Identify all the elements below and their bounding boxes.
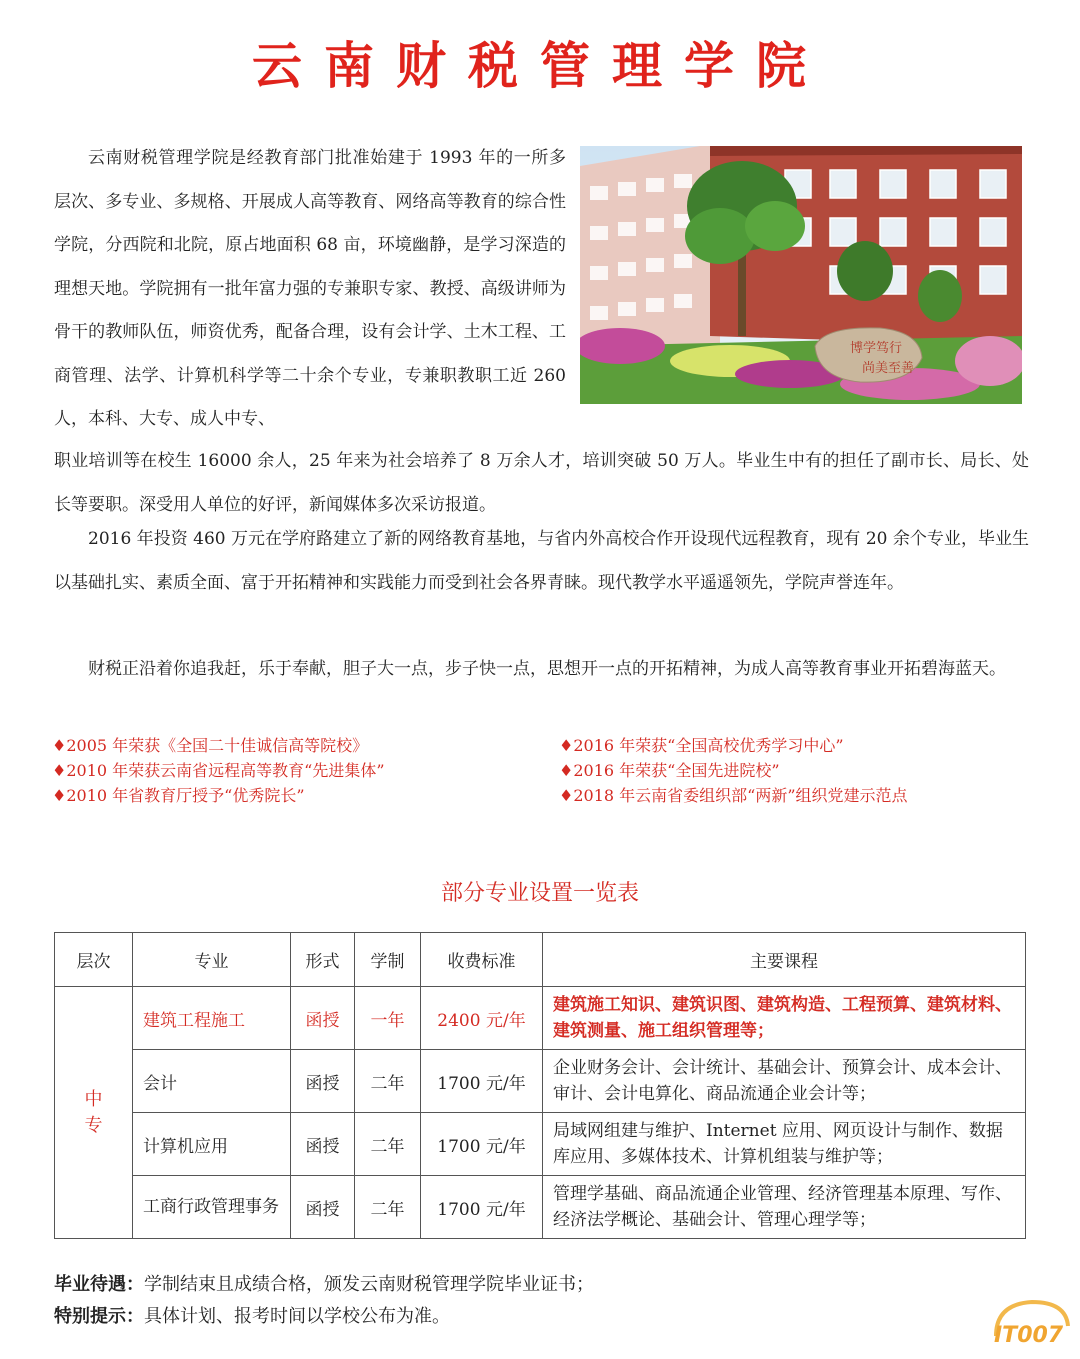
form-cell: 函授 xyxy=(291,1113,355,1176)
stone-inscription-1: 博学笃行 xyxy=(850,341,903,356)
header-years: 学制 xyxy=(355,933,421,987)
major-cell: 计算机应用 xyxy=(133,1113,291,1176)
courses-cell: 管理学基础、商品流通企业管理、经济管理基本原理、写作、经济法学概论、基础会计、管理心理学等； xyxy=(543,1176,1026,1239)
special-note-label: 特别提示： xyxy=(54,1306,144,1327)
courses-cell: 局域网组建与维护、Internet 应用、网页设计与制作、数据库应用、多媒体技术、计算机组装与维护等； xyxy=(543,1113,1026,1176)
it007-logo xyxy=(990,1296,1072,1354)
table-row xyxy=(55,1050,1026,1113)
intro-paragraph-1: 云南财税管理学院是经教育部门批准始建于 1993 年的一所多层次、多专业、多规格、开展成人高等教育、网络高等教育的综合性学院，分西院和北院，原占地面积 68 亩，环境幽静，是学习深造的理想天地。学院拥有一批年富力强的专兼职专家、教授、高级讲师为骨干的教师队伍，师资优秀，配备合理，设有会计学、土木工程、工商管理、法学、计算机科学等二十余个专业，专兼职教职工近 260 人，本科、大专、成人中专、 xyxy=(54,148,566,429)
form-cell: 函授 xyxy=(291,1176,355,1239)
award-item: ♦2018 年云南省委组织部“两新”组织党建示范点 xyxy=(559,786,908,805)
table-row xyxy=(55,1176,1026,1239)
graduation-text: 学制结束且成绩合格，颁发云南财税管理学院毕业证书； xyxy=(144,1274,594,1295)
table-header-row xyxy=(55,933,1026,987)
campus-photo xyxy=(580,146,1022,404)
years-cell: 二年 xyxy=(355,1050,421,1113)
courses-cell: 建筑施工知识、建筑识图、建筑构造、工程预算、建筑材料、建筑测量、施工组织管理等； xyxy=(543,987,1026,1050)
header-major: 专业 xyxy=(133,933,291,987)
header-level: 层次 xyxy=(55,933,133,987)
graduation-label: 毕业待遇： xyxy=(54,1274,144,1295)
majors-table xyxy=(54,932,1026,1239)
intro-paragraph-2: 2016 年投资 460 万元在学府路建立了新的网络教育基地，与省内外高校合作开设现代远程教育，现有 20 余个专业，毕业生以基础扎实、素质全面、富于开拓精神和实践能力而受到社会各界青睐。现代教学水平遥遥领先，学院声誉连年。 xyxy=(54,529,1029,593)
award-item: ♦2005 年荣获《全国二十佳诚信高等院校》 xyxy=(52,736,369,755)
table-row xyxy=(55,1113,1026,1176)
years-cell: 二年 xyxy=(355,1176,421,1239)
watermark-text: IT007 xyxy=(994,1323,1064,1348)
level-cell: 中 专 xyxy=(55,987,133,1239)
page-title: 云南财税管理学院 xyxy=(252,36,828,95)
special-note-text: 具体计划、报考时间以学校公布为准。 xyxy=(144,1306,450,1327)
years-cell: 一年 xyxy=(355,987,421,1050)
special-note xyxy=(54,1302,450,1328)
fee-cell: 1700 元/年 xyxy=(421,1113,543,1176)
header-form: 形式 xyxy=(291,933,355,987)
graduation-note xyxy=(54,1270,594,1296)
major-cell: 会计 xyxy=(133,1050,291,1113)
years-cell: 二年 xyxy=(355,1113,421,1176)
intro-paragraph-1-continued: 职业培训等在校生 16000 余人，25 年来为社会培养了 8 万余人才，培训突破 50 万人。毕业生中有的担任了副市长、局长、处长等要职。深受用人单位的好评，新闻媒体多次采访报道。 xyxy=(54,451,1029,515)
courses-cell: 企业财务会计、会计统计、基础会计、预算会计、成本会计、审计、会计电算化、商品流通企业会计等； xyxy=(543,1050,1026,1113)
stone-inscription-2: 尚美至善 xyxy=(862,361,915,376)
header-fee: 收费标准 xyxy=(421,933,543,987)
fee-cell: 2400 元/年 xyxy=(421,987,543,1050)
major-cell: 建筑工程施工 xyxy=(133,987,291,1050)
table-caption: 部分专业设置一览表 xyxy=(440,881,639,906)
intro-paragraph-3: 财税正沿着你追我赶，乐于奉献，胆子大一点，步子快一点，思想开一点的开拓精神，为成人高等教育事业开拓碧海蓝天。 xyxy=(88,659,1006,679)
form-cell: 函授 xyxy=(291,987,355,1050)
award-item: ♦2010 年省教育厅授予“优秀院长” xyxy=(52,786,305,805)
fee-cell: 1700 元/年 xyxy=(421,1050,543,1113)
major-cell: 工商行政管理事务 xyxy=(133,1176,291,1239)
header-courses: 主要课程 xyxy=(543,933,1026,987)
award-item: ♦2016 年荣获“全国先进院校” xyxy=(559,761,780,780)
table-row xyxy=(55,987,1026,1050)
form-cell: 函授 xyxy=(291,1050,355,1113)
fee-cell: 1700 元/年 xyxy=(421,1176,543,1239)
award-item: ♦2016 年荣获“全国高校优秀学习中心” xyxy=(559,736,844,755)
award-item: ♦2010 年荣获云南省远程高等教育“先进集体” xyxy=(52,761,385,780)
